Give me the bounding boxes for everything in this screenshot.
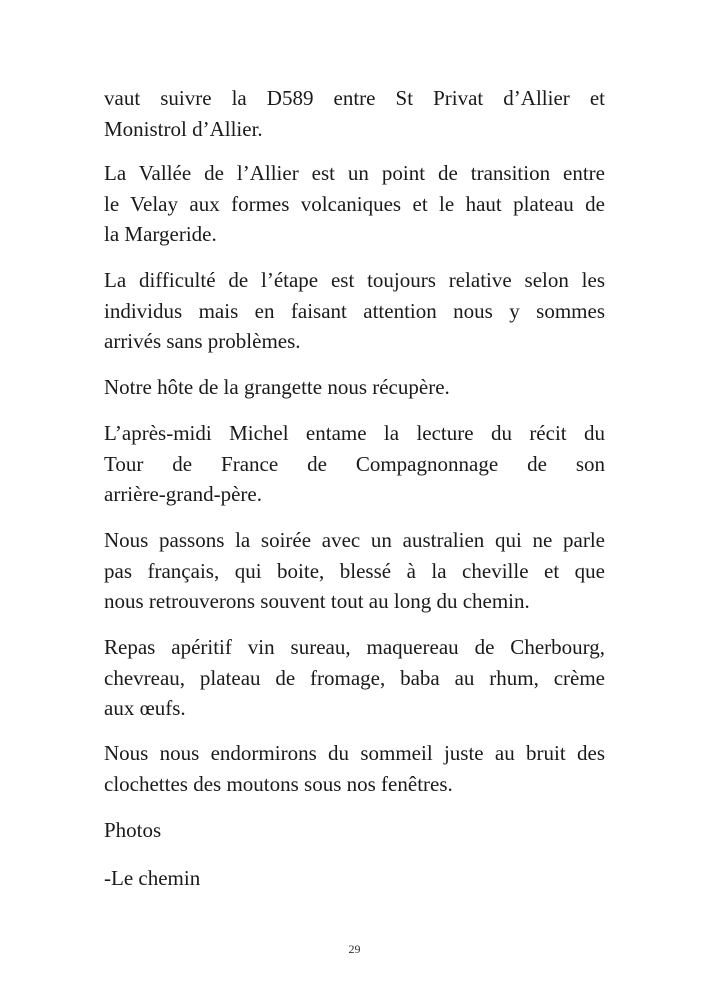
text-line: la Margeride.: [104, 222, 217, 246]
text-line: Photos: [104, 818, 162, 842]
text-line: arrière-grand-père.: [104, 482, 262, 506]
text-line: chevreau, plateau de fromage, baba au rhum, crème: [104, 665, 605, 690]
text-line: pas français, qui boite, blessé à la cheville et que: [104, 558, 605, 583]
text-line: Nous nous endormirons du sommeil juste au bruit des: [104, 741, 605, 765]
paragraph-5: [104, 418, 605, 510]
text-line: vaut suivre la D589 entre St Privat d’Allier et: [104, 86, 605, 110]
text-line: Notre hôte de la grangette nous récupère.: [104, 375, 450, 399]
text-line: -Le chemin: [104, 866, 201, 890]
paragraph-6: [104, 525, 605, 617]
paragraph-list-item: [104, 863, 605, 894]
text-line: La Vallée de l’Allier est un point de transition entre: [104, 161, 605, 185]
text-line: nous retrouverons souvent tout au long du chemin.: [104, 589, 530, 613]
text-line: le Velay aux formes volcaniques et le haut plateau de: [104, 191, 605, 216]
paragraph-3: [104, 265, 605, 357]
paragraph-1: [104, 83, 605, 144]
paragraph-8: [104, 738, 605, 799]
paragraph-7: [104, 632, 605, 724]
text-line: L’après-midi Michel entame la lecture du récit du: [104, 421, 605, 445]
paragraph-2: [104, 158, 605, 250]
text-line: Nous passons la soirée avec un australien qui ne parle: [104, 528, 605, 552]
text-line: Monistrol d’Allier.: [104, 116, 263, 141]
text-line: Repas apéritif vin sureau, maquereau de Cherbourg,: [104, 635, 605, 659]
text-line: clochettes des moutons sous nos fenêtres.: [104, 771, 453, 796]
text-line: La difficulté de l’étape est toujours relative selon les: [104, 268, 605, 292]
paragraph-photos: [104, 815, 605, 846]
text-line: individus mais en faisant attention nous y sommes: [104, 298, 605, 323]
text-line: arrivés sans problèmes.: [104, 329, 301, 353]
page-number: 29: [348, 942, 361, 956]
text-line: Tour de France de Compagnonnage de son: [104, 451, 605, 476]
text-line: aux œufs.: [104, 696, 186, 720]
paragraph-4: [104, 372, 605, 403]
